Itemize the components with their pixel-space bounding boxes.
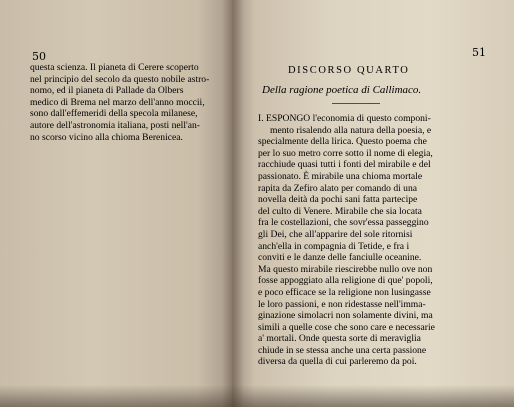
left-page-number: 50: [32, 50, 46, 63]
text-line: passionato. È mirabile una chioma mortale: [258, 170, 423, 182]
text-line: simili a quelle cose che sono care e necessarie: [258, 321, 435, 333]
left-page-text: [30, 62, 218, 143]
text-line: ginazione simolacri non solamente divini, ma: [258, 310, 433, 322]
text-line: no scorso vicino alla chioma Berenicea.: [30, 131, 183, 143]
text-line: sono dall'effemeridi della specola milanese,: [30, 108, 198, 120]
text-line: Ma questo mirabile riescirebbe nullo ove non: [258, 263, 433, 275]
text-line: chiude in se stessa anche una certa passione: [258, 344, 427, 356]
text-line: nomo, ed il pianeta di Pallade da Olbers: [30, 85, 184, 97]
text-line: novella deità da pochi sani fatta partecipe: [258, 194, 418, 206]
text-line: mento risalendo alla natura della poesia, e: [270, 124, 432, 136]
text-line: rapita da Zefiro alato per comando di una: [258, 182, 418, 194]
text-line: fosse appoggiato alla religione di que' popoli,: [258, 275, 433, 287]
text-line: a' mortali. Onde questa sorte di meraviglia: [258, 333, 421, 345]
text-line: autore dell'astronomia italiana, posti nell'an-: [30, 119, 200, 131]
text-line: del culto di Venere. Mirabile che sia locata: [258, 205, 422, 217]
text-line: medico di Brema nel marzo dell'anno moccii,: [30, 96, 205, 108]
text-line: diversa da quella di cui parleremo da poi.: [258, 356, 417, 368]
text-line: racchiude quasi tutti i fonti del mirabile e del: [258, 159, 431, 171]
text-line: e poco efficace se la religione non lusingasse: [258, 286, 431, 298]
book-gutter: [222, 0, 244, 407]
text-line: le loro passioni, e non ridestasse nell'imma-: [258, 298, 426, 310]
text-line: fra le costellazioni, che sovr'essa passeggino: [258, 217, 429, 229]
text-line: questa scienza. Il pianeta di Cerere scoperto: [30, 62, 199, 73]
text-line: anch'ella in compagnia di Tetide, e fra i: [258, 240, 410, 252]
right-page-number: 51: [472, 46, 486, 59]
chapter-title: DISCORSO QUARTO: [288, 65, 410, 76]
text-line: gli Dei, che all'apparire del sole ritornisi: [258, 228, 413, 240]
chapter-subtitle: Della ragione poetica di Callimaco.: [262, 84, 422, 96]
text-line: I. ESPONGO l'economia di questo componi-: [258, 113, 431, 124]
text-line: nel principio del secolo da questo nobile astro-: [30, 73, 210, 85]
page-bottom-shadow: [0, 385, 514, 407]
title-divider: [332, 103, 380, 104]
text-line: conviti e le danze delle fanciulle oceanine.: [258, 252, 422, 264]
right-page-text: [258, 113, 486, 368]
text-line: per lo suo metro corre sotto il nome di elegia,: [258, 147, 433, 159]
text-line: specialmente della lirica. Questo poema che: [258, 136, 427, 148]
